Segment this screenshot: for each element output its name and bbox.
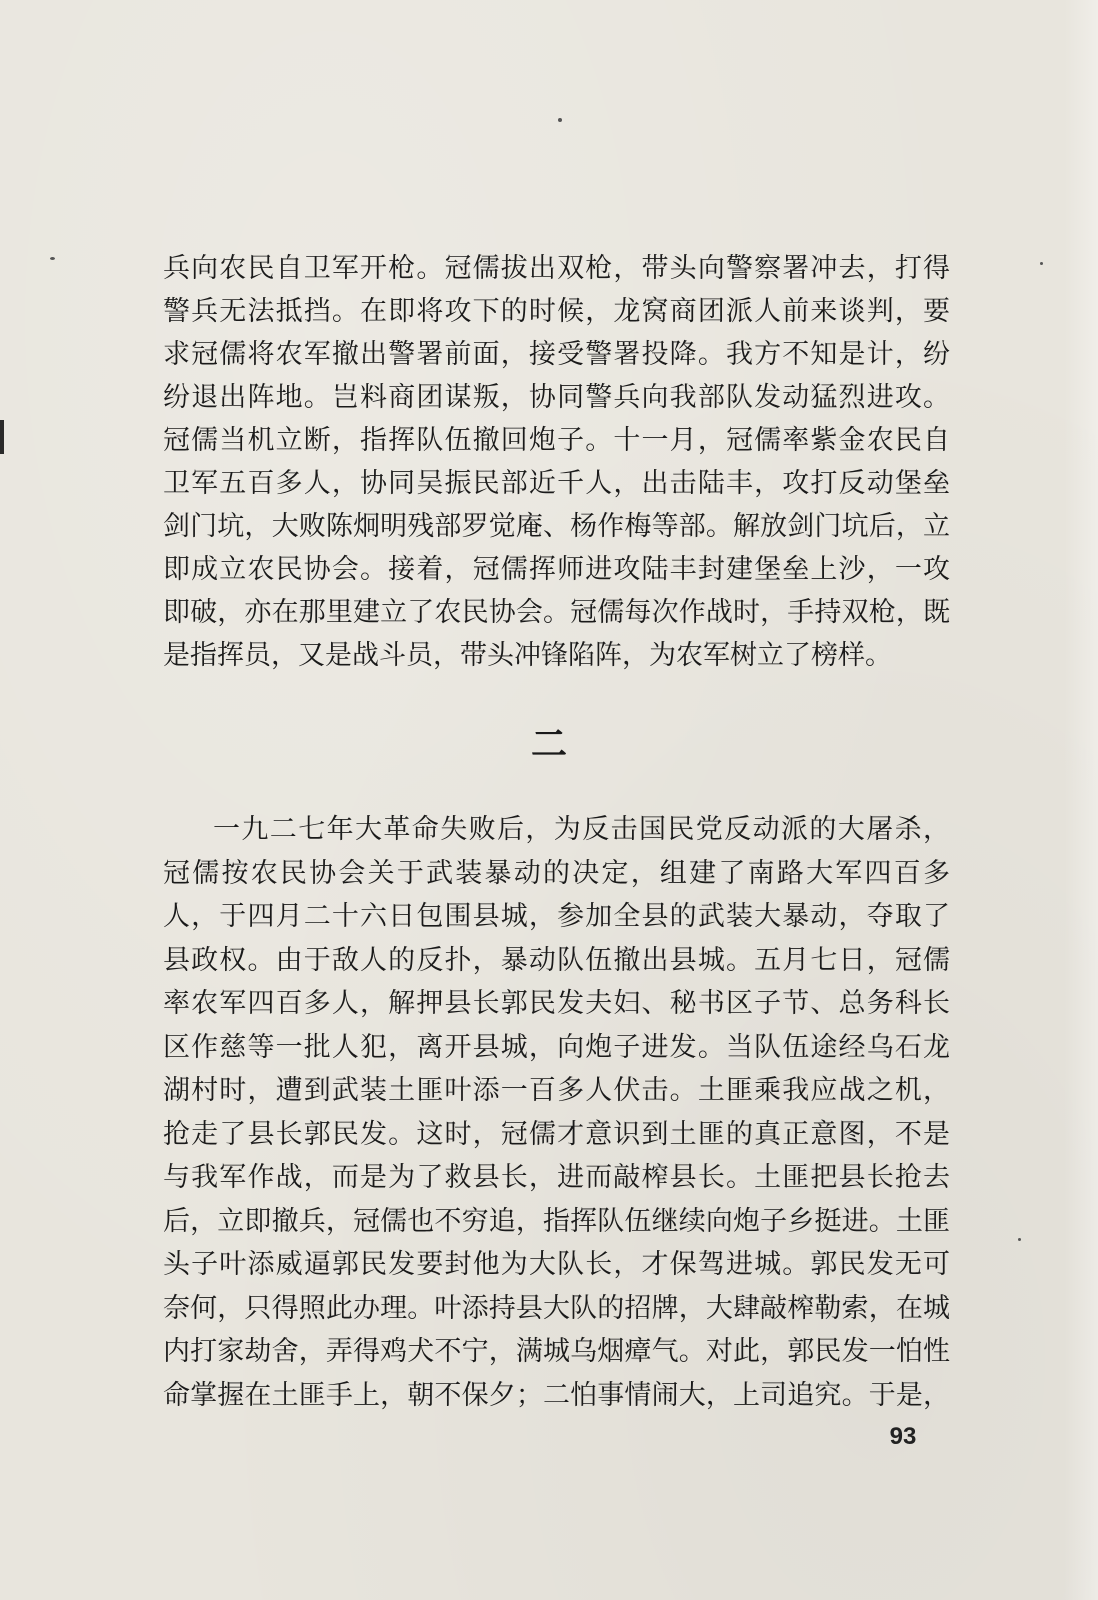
paragraph [163, 808, 950, 1417]
text-line: 命掌握在土匪手上，朝不保夕；二怕事情闹大，上司追究。于是， [163, 1379, 950, 1411]
paper-speck [558, 118, 562, 122]
text-line: 是指挥员，又是战斗员，带头冲锋陷阵，为农军树立了榜样。 [163, 640, 892, 671]
text-line: 求冠儒将农军撤出警署前面，接受警署投降。我方不知是计，纷 [163, 339, 950, 370]
text-line: 一九二七年大革命失败后，为反击国民党反动派的大屠杀， [213, 814, 950, 845]
paper-speck [50, 257, 55, 260]
text-line: 冠儒当机立断，指挥队伍撤回炮子。十一月，冠儒率紫金农民自 [163, 425, 950, 456]
paragraph-continued [163, 247, 950, 677]
text-line: 剑门坑，大败陈炯明残部罗觉庵、杨作梅等部。解放剑门坑后，立 [163, 511, 950, 542]
text-line: 纷退出阵地。岂料商团谋叛，协同警兵向我部队发动猛烈进攻。 [163, 382, 950, 413]
text-line: 冠儒按农民协会关于武装暴动的决定，组建了南路大军四百多 [163, 857, 950, 889]
text-line: 湖村时，遭到武装土匪叶添一百多人伏击。土匪乘我应战之机， [163, 1075, 950, 1106]
text-line: 率农军四百多人，解押县长郭民发夫妇、秘书区子节、总务科长 [163, 988, 950, 1019]
text-line: 即成立农民协会。接着，冠儒挥师进攻陆丰封建堡垒上沙，一攻 [163, 554, 950, 585]
text-line: 抢走了县长郭民发。这时，冠儒才意识到土匪的真正意图，不是 [163, 1118, 950, 1150]
text-line: 即破，亦在那里建立了农民协会。冠儒每次作战时，手持双枪，既 [163, 597, 950, 628]
section-heading: 二 [530, 723, 567, 765]
text-line: 警兵无法抵挡。在即将攻下的时候，龙窝商团派人前来谈判，要 [163, 296, 950, 327]
text-line: 兵向农民自卫军开枪。冠儒拔出双枪，带头向警察署冲去，打得 [163, 253, 950, 284]
paper-speck [1018, 1238, 1021, 1241]
page-edge [1064, 0, 1098, 1600]
text-line: 内打家劫舍，弄得鸡犬不宁，满城乌烟瘴气。对此，郭民发一怕性 [163, 1336, 950, 1367]
page-number: 93 [889, 1423, 917, 1450]
text-line: 卫军五百多人，协同吴振民部近千人，出击陆丰，攻打反动堡垒 [163, 468, 950, 499]
text-line: 人，于四月二十六日包围县城，参加全县的武装大暴动，夺取了 [163, 901, 950, 932]
text-line: 与我军作战，而是为了救县长，进而敲榨县长。土匪把县长抢去 [163, 1162, 950, 1193]
text-line: 区作慈等一批人犯，离开县城，向炮子进发。当队伍途经乌石龙 [163, 1031, 950, 1063]
scan-edge-mark [0, 420, 4, 454]
text-line: 奈何，只得照此办理。叶添持县大队的招牌，大肆敲榨勒索，在城 [163, 1292, 950, 1324]
paper-speck [1040, 262, 1043, 265]
text-line: 县政权。由于敌人的反扑，暴动队伍撤出县城。五月七日，冠儒 [163, 944, 950, 976]
text-line: 后，立即撤兵，冠儒也不穷追，指挥队伍继续向炮子乡挺进。土匪 [163, 1205, 950, 1237]
text-line: 头子叶添威逼郭民发要封他为大队长，才保驾进城。郭民发无可 [163, 1249, 950, 1280]
